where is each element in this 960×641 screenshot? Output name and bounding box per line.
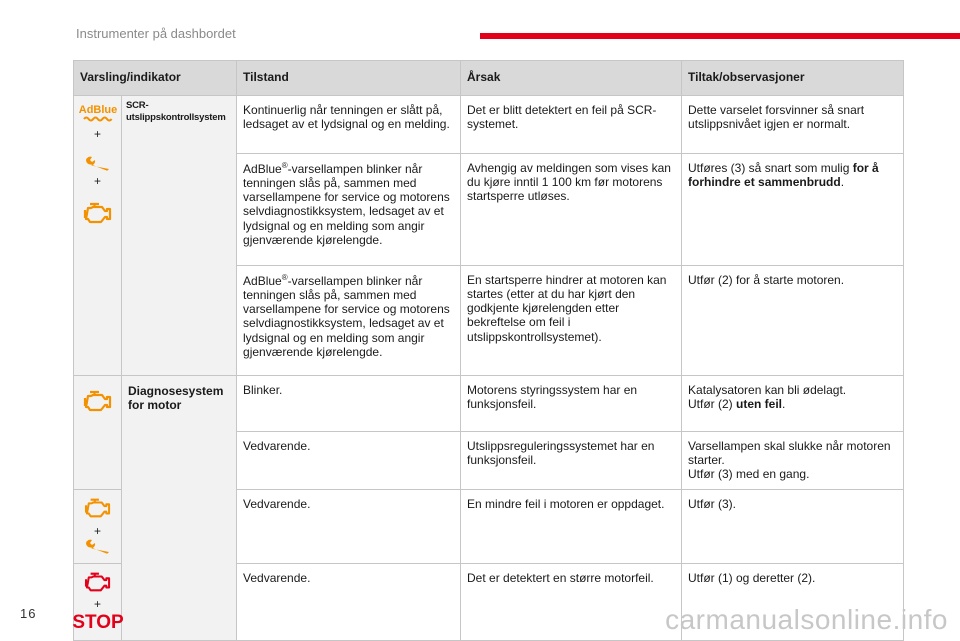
- diag-icon-cell: [74, 376, 122, 490]
- engine-icon: [76, 496, 119, 523]
- stop-icon-text: STOP: [71, 611, 124, 633]
- table-header-row: [74, 61, 904, 96]
- action-cell: Utfør (2) for å starte motoren.: [682, 266, 904, 376]
- wrench-icon: [76, 155, 119, 174]
- header-accent-bar: [480, 33, 960, 39]
- condition-cell: Blinker.: [237, 376, 461, 432]
- condition-cell: Vedvarende.: [237, 432, 461, 490]
- scr-label-cell: [122, 96, 237, 376]
- column-header-condition: Tilstand: [237, 61, 461, 96]
- column-header-action: Tiltak/observasjoner: [682, 61, 904, 96]
- scr-icons-cell: [74, 96, 122, 376]
- action-cell: Utføres (3) så snart som mulig for å forhindre et sammenbrudd.: [682, 154, 904, 266]
- condition-cell: Vedvarende.: [237, 490, 461, 563]
- adblue-icon: [76, 102, 119, 127]
- condition-cell: Kontinuerlig når tenningen er slått på, ledsaget av et lydsignal og en melding.: [237, 96, 461, 154]
- page-number: 16: [20, 606, 37, 621]
- table-row: [74, 376, 904, 432]
- watermark: carmanualsonline.info: [665, 604, 948, 635]
- engine-icon: [76, 388, 119, 417]
- action-cell: Utfør (1) og deretter (2).: [682, 563, 904, 640]
- plus-sign: +: [93, 174, 101, 189]
- column-header-cause: Årsak: [461, 61, 682, 96]
- action-cell: Dette varselet forsvinner så snart utslippsnivået igjen er normalt.: [682, 96, 904, 154]
- plus-sign: +: [93, 523, 101, 538]
- adblue-icon-text: AdBlue: [78, 104, 117, 116]
- cause-cell: Utslippsreguleringssystemet har en funksjonsfeil.: [461, 432, 682, 490]
- action-cell: Utfør (3).: [682, 490, 904, 563]
- scr-system-label: SCR-utslippskontrollsystem: [126, 100, 226, 123]
- cause-cell: Det er blitt detektert en feil på SCR-systemet.: [461, 96, 682, 154]
- engine-icon: [76, 570, 119, 597]
- condition-cell: AdBlue®-varsellampen blinker når tenningen slås på, sammen med varsellampene for service og motorens selvdiagnostikksystem, ledsaget av et lydsignal og en melding som angir gjenværende kjørelengde.: [237, 266, 461, 376]
- page-header-title: Instrumenter på dashbordet: [76, 26, 236, 41]
- cause-cell: En mindre feil i motoren er oppdaget.: [461, 490, 682, 563]
- wrench-icon: [76, 538, 119, 557]
- action-cell: Varsellampen skal slukke når motoren starter. Utfør (3) med en gang.: [682, 432, 904, 490]
- condition-cell: Vedvarende.: [237, 563, 461, 640]
- diag-icon-cell: [71, 563, 124, 640]
- cause-cell: Motorens styringssystem har en funksjonsfeil.: [461, 376, 682, 432]
- diag-icon-cell: [74, 490, 122, 563]
- cause-cell: En startsperre hindrer at motoren kan startes (etter at du har kjørt den godkjente kjørelengden etter bekreftelse om feil i utslippskontrollsystemet).: [461, 266, 682, 376]
- diag-label-cell: [122, 376, 237, 641]
- plus-sign: +: [93, 127, 101, 142]
- cause-cell: Avhengig av meldingen som vises kan du kjøre inntil 1 100 km før motorens startsperre utløses.: [461, 154, 682, 266]
- stop-icon: [71, 611, 124, 634]
- cause-cell: Det er detektert en større motorfeil.: [461, 563, 682, 640]
- plus-sign: +: [93, 596, 101, 611]
- table-row: [74, 96, 904, 154]
- diag-system-label: Diagnosesystem for motor: [128, 384, 224, 413]
- action-cell: Katalysatoren kan bli ødelagt. Utfør (2) uten feil.: [682, 376, 904, 432]
- warning-lights-table: [73, 60, 904, 641]
- engine-icon: [76, 200, 119, 229]
- condition-cell: AdBlue®-varsellampen blinker når tenningen slås på, sammen med varsellampene for service og motorens selvdiagnostikksystem, ledsaget av et lydsignal og en melding som angir gjenværende kjørelengde.: [237, 154, 461, 266]
- column-header-indicator: Varsling/indikator: [74, 61, 237, 96]
